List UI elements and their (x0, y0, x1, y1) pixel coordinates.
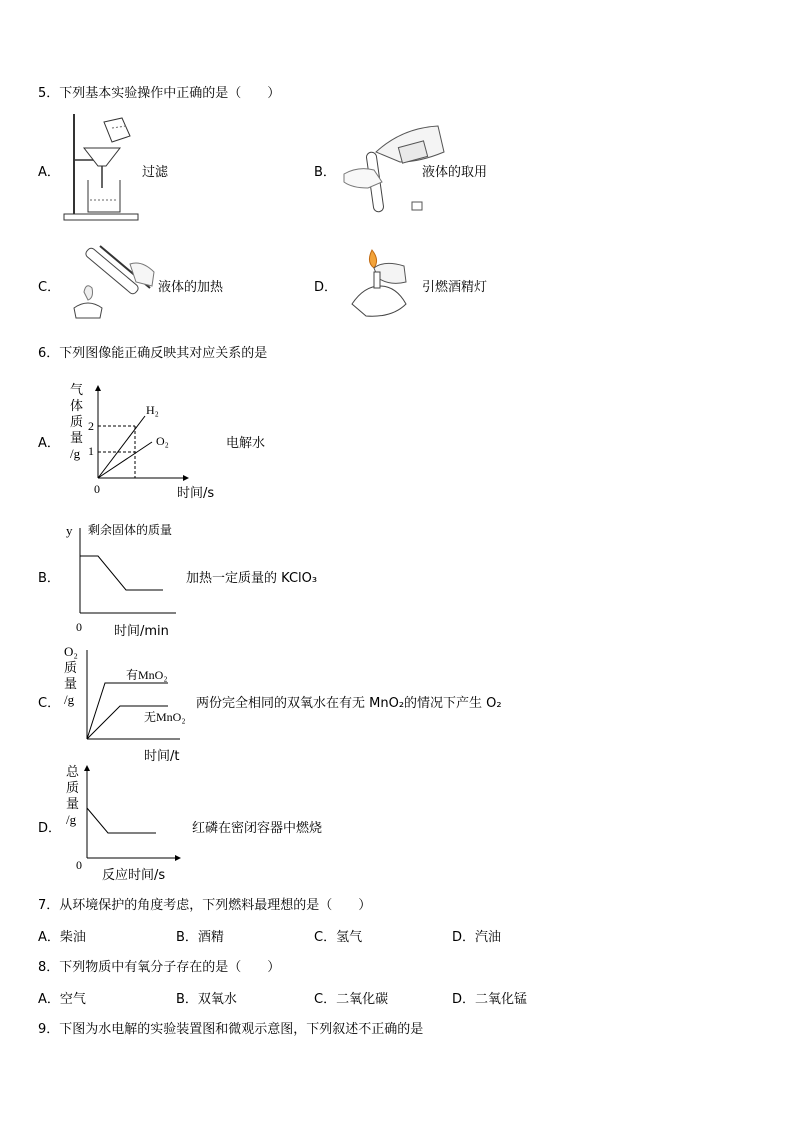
graph-b-xlabel: 时间/min (114, 624, 169, 639)
q6-option-c-letter: C． (38, 696, 61, 711)
graph-b-origin: 0 (76, 620, 82, 634)
graph-d-curve (87, 808, 156, 833)
graph-a-xlabel: 时间/s (177, 486, 215, 501)
q6-option-b-letter: B． (38, 571, 60, 586)
q7-stem: 7．从环境保护的角度考虑，下列燃料最理想的是（ ） (38, 898, 372, 913)
q8-option-c: C．二氧化碳 (314, 992, 389, 1007)
q5-option-d-text: 引燃酒精灯 (422, 280, 488, 295)
graph-a-tick-1: 1 (88, 444, 94, 458)
graph-c-series-without: 无MnO₂ (144, 710, 186, 724)
q8-option-a: A．空气 (38, 992, 86, 1007)
graph-b-ylabel: y (66, 523, 73, 538)
graph-a-series-o2: O₂ (156, 434, 169, 448)
graph-b-title: 剩余固体的质量 (88, 523, 173, 537)
q5-option-c-letter: C． (38, 280, 61, 295)
q7-option-d: D．汽油 (452, 930, 502, 945)
q6-stem: 6．下列图像能正确反映其对应关系的是 (38, 346, 268, 361)
graph-a-series-h2: H₂ (146, 403, 159, 417)
graph-a-tick-2: 2 (88, 419, 94, 433)
q5-option-d-letter: D． (314, 280, 338, 295)
q5-option-a-text: 过滤 (142, 165, 169, 180)
q6-option-a-caption: 电解水 (226, 436, 266, 451)
graph-c-ylabel: O₂ 质 量 /g (64, 644, 78, 707)
q6-option-c-caption: 两份完全相同的双氧水在有无 MnO₂的情况下产生 O₂ (196, 696, 502, 711)
graph-d-xlabel: 反应时间/s (102, 868, 166, 883)
graph-a-ylabel: 气 体 质 量 /g (70, 382, 84, 461)
q6-option-a-letter: A． (38, 436, 60, 451)
q7-option-a: A．柴油 (38, 930, 86, 945)
q9-stem: 9．下图为水电解的实验装置图和微观示意图，下列叙述不正确的是 (38, 1022, 424, 1037)
q5-option-c-text: 液体的加热 (158, 280, 224, 295)
q5-stem: 5．下列基本实验操作中正确的是（ ） (38, 86, 281, 101)
graph-c-xlabel: 时间/t (144, 749, 180, 764)
q8-option-d: D．二氧化锰 (452, 992, 528, 1007)
q5-option-b-letter: B． (314, 165, 336, 180)
graph-d-ylabel: 总 质 量 /g (66, 764, 80, 827)
q6-option-d-letter: D． (38, 821, 62, 836)
q8-stem: 8．下列物质中有氧分子存在的是（ ） (38, 960, 281, 975)
q7-option-c: C．氢气 (314, 930, 363, 945)
graph-c-series-with: 有MnO₂ (126, 668, 168, 682)
q7-option-b: B．酒精 (176, 930, 224, 945)
q6-option-b-caption: 加热一定质量的 KClO₃ (186, 571, 318, 586)
q5-option-a-letter: A． (38, 165, 60, 180)
graph-d-origin: 0 (76, 858, 82, 872)
q6-option-d-caption: 红磷在密闭容器中燃烧 (192, 821, 323, 836)
graph-a-origin: 0 (94, 482, 100, 496)
q5-option-b-text: 液体的取用 (422, 165, 488, 180)
q8-option-b: B．双氧水 (176, 992, 237, 1007)
